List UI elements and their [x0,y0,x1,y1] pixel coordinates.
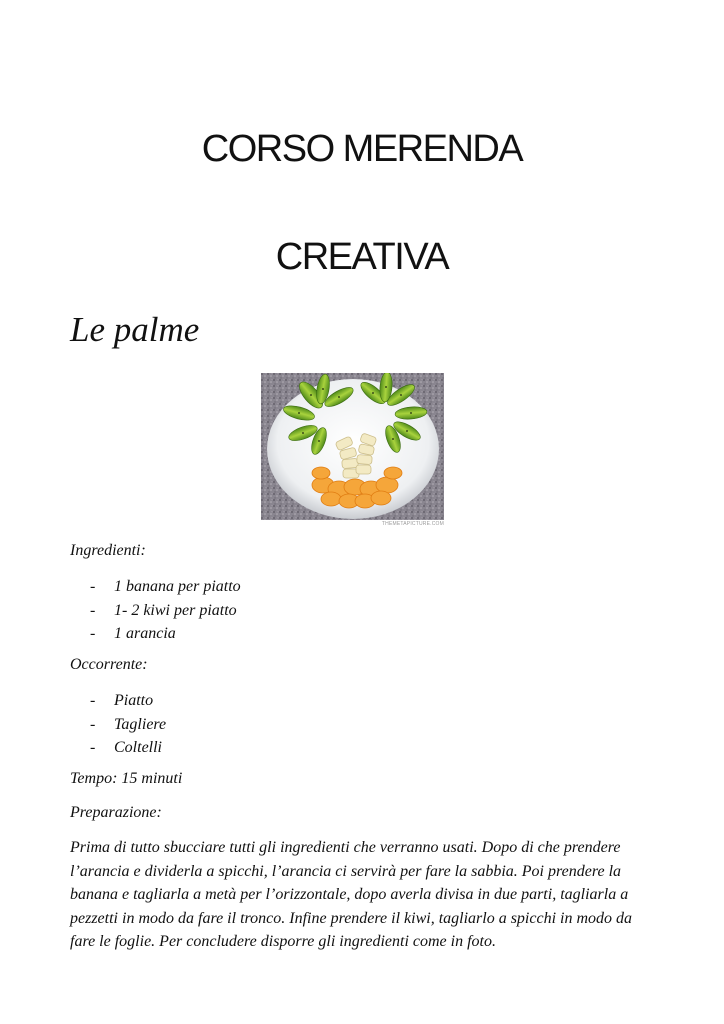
equipment-list [90,689,166,760]
recipe-heading: Le palme [70,310,200,349]
ingredients-list [90,575,241,646]
list-item: - Piatto [90,692,154,709]
list-item: - 1 arancia [90,625,176,642]
equipment-label: Occorrente: [70,656,148,673]
list-item: - 1- 2 kiwi per piatto [90,601,237,619]
preparation-label: Preparazione: [70,804,162,821]
ingredients-label: Ingredienti: [70,542,146,559]
document-title-line-1: CORSO MERENDA [201,128,523,170]
time-label: Tempo: 15 minuti [70,770,183,787]
list-item: - 1 banana per piatto [90,578,241,595]
palm-trees-fruit-photo [261,373,444,520]
document-title-line-2: CREATIVA [275,236,449,278]
list-item: - Tagliere [90,715,167,733]
preparation-text: Prima di tutto sbucciare tutti gli ingredienti che verranno usati. Dopo di che prendere l’arancia e dividerla a spicchi, l’arancia ci servirà per fare la sabbia. Poi prendere la banana e tagliarla a metà per l’orizzontale, dopo averla divisa in due parti, tagliarla a pezzetti in modo da fare il tronco. Infine prendere il kiwi, tagliarlo a spicchi in modo da fare le foglie. Per concludere disporre gli ingredienti come in foto. [70,839,633,950]
list-item: - Coltelli [90,739,162,756]
photo-credit: THEMETAPICTURE.COM [381,521,444,527]
